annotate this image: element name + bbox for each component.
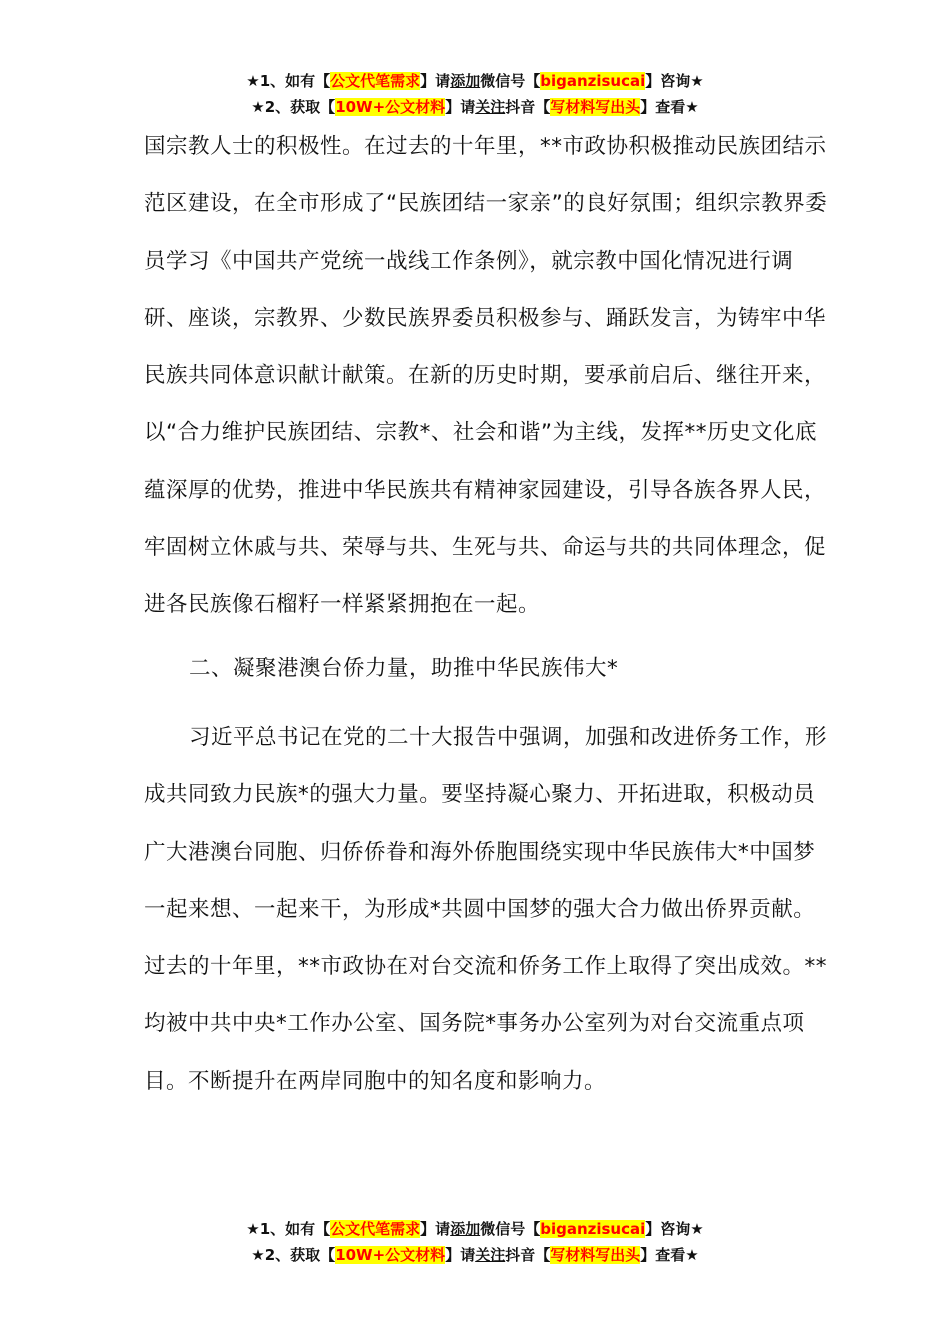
promo-douyin-id: 写材料写出头 <box>550 98 641 116</box>
promo-banner-bottom <box>0 1216 950 1268</box>
promo-underline: 添加 <box>450 1220 481 1238</box>
body-paragraph-1: 国宗教人士的积极性。在过去的十年里，**市政协积极推动民族团结示范区建设，在全市形成了“民族团结一家亲”的良好氛围；组织宗教界委员学习《中国共产党统一战线工作条例》，就宗教中国化情况进行调研、座谈，宗教界、少数民族界委员积极参与、踊跃发言，为铸牢中华民族共同体意识献计献策。在新的历史时期，要承前启后、继往开来，以“合力维护民族团结、宗教*、社会和谐”为主线，发挥**历史文化底蕴深厚的优势，推进中华民族共有精神家园建设，引导各族各界人民，牢固树立休戚与共、荣辱与共、生死与共、命运与共的共同体理念，促进各民族像石榴籽一样紧紧拥抱在一起。 <box>144 134 828 618</box>
promo-highlight: 公文代笔需求 <box>330 72 421 90</box>
promo-wechat-id: biganzisucai <box>540 72 646 90</box>
promo-underline: 关注 <box>475 98 506 116</box>
body-paragraph-2: 习近平总书记在党的二十大报告中强调，加强和改进侨务工作，形成共同致力民族*的强大力量。要坚持凝心聚力、开拓进取，积极动员广大港澳台同胞、归侨侨眷和海外侨胞围绕实现中华民族伟大*中国梦一起来想、一起来干，为形成*共圆中国梦的强大合力做出侨界贡献。过去的十年里，**市政协在对台交流和侨务工作上取得了突出成效。**均被中共中央*工作办公室、国务院*事务办公室列为对台交流重点项目。不断提升在两岸同胞中的知名度和影响力。 <box>144 724 828 1094</box>
promo-highlight: 公文代笔需求 <box>330 1220 421 1238</box>
promo-text: ★2、获取【 <box>251 1246 336 1264</box>
promo-text: ★2、获取【 <box>251 98 336 116</box>
promo-text: 】请 <box>420 1220 451 1238</box>
promo-text: 抖音【 <box>505 1246 551 1264</box>
promo-douyin-id: 写材料写出头 <box>550 1246 641 1264</box>
promo-text: 】请 <box>445 1246 476 1264</box>
promo-text: 】请 <box>445 98 476 116</box>
promo-text: 】查看★ <box>640 98 699 116</box>
promo-line-1 <box>0 1216 950 1242</box>
promo-underline: 关注 <box>475 1246 506 1264</box>
promo-text: 】查看★ <box>640 1246 699 1264</box>
promo-line-2 <box>0 1242 950 1268</box>
promo-text: 】咨询★ <box>645 1220 704 1238</box>
promo-line-1 <box>0 68 950 94</box>
promo-text: 抖音【 <box>505 98 551 116</box>
promo-highlight: 10W+公文材料 <box>335 1246 446 1264</box>
promo-text: 微信号【 <box>480 1220 541 1238</box>
promo-banner-top <box>0 68 950 120</box>
promo-line-2 <box>0 94 950 120</box>
promo-text: ★1、如有【 <box>246 72 331 90</box>
promo-highlight: 10W+公文材料 <box>335 98 446 116</box>
promo-wechat-id: biganzisucai <box>540 1220 646 1238</box>
promo-text: ★1、如有【 <box>246 1220 331 1238</box>
promo-underline: 添加 <box>450 72 481 90</box>
document-body <box>144 118 834 1110</box>
promo-text: 微信号【 <box>480 72 541 90</box>
promo-text: 】请 <box>420 72 451 90</box>
promo-text: 】咨询★ <box>645 72 704 90</box>
section-heading: 二、凝聚港澳台侨力量，助推中华民族伟大* <box>189 655 619 681</box>
